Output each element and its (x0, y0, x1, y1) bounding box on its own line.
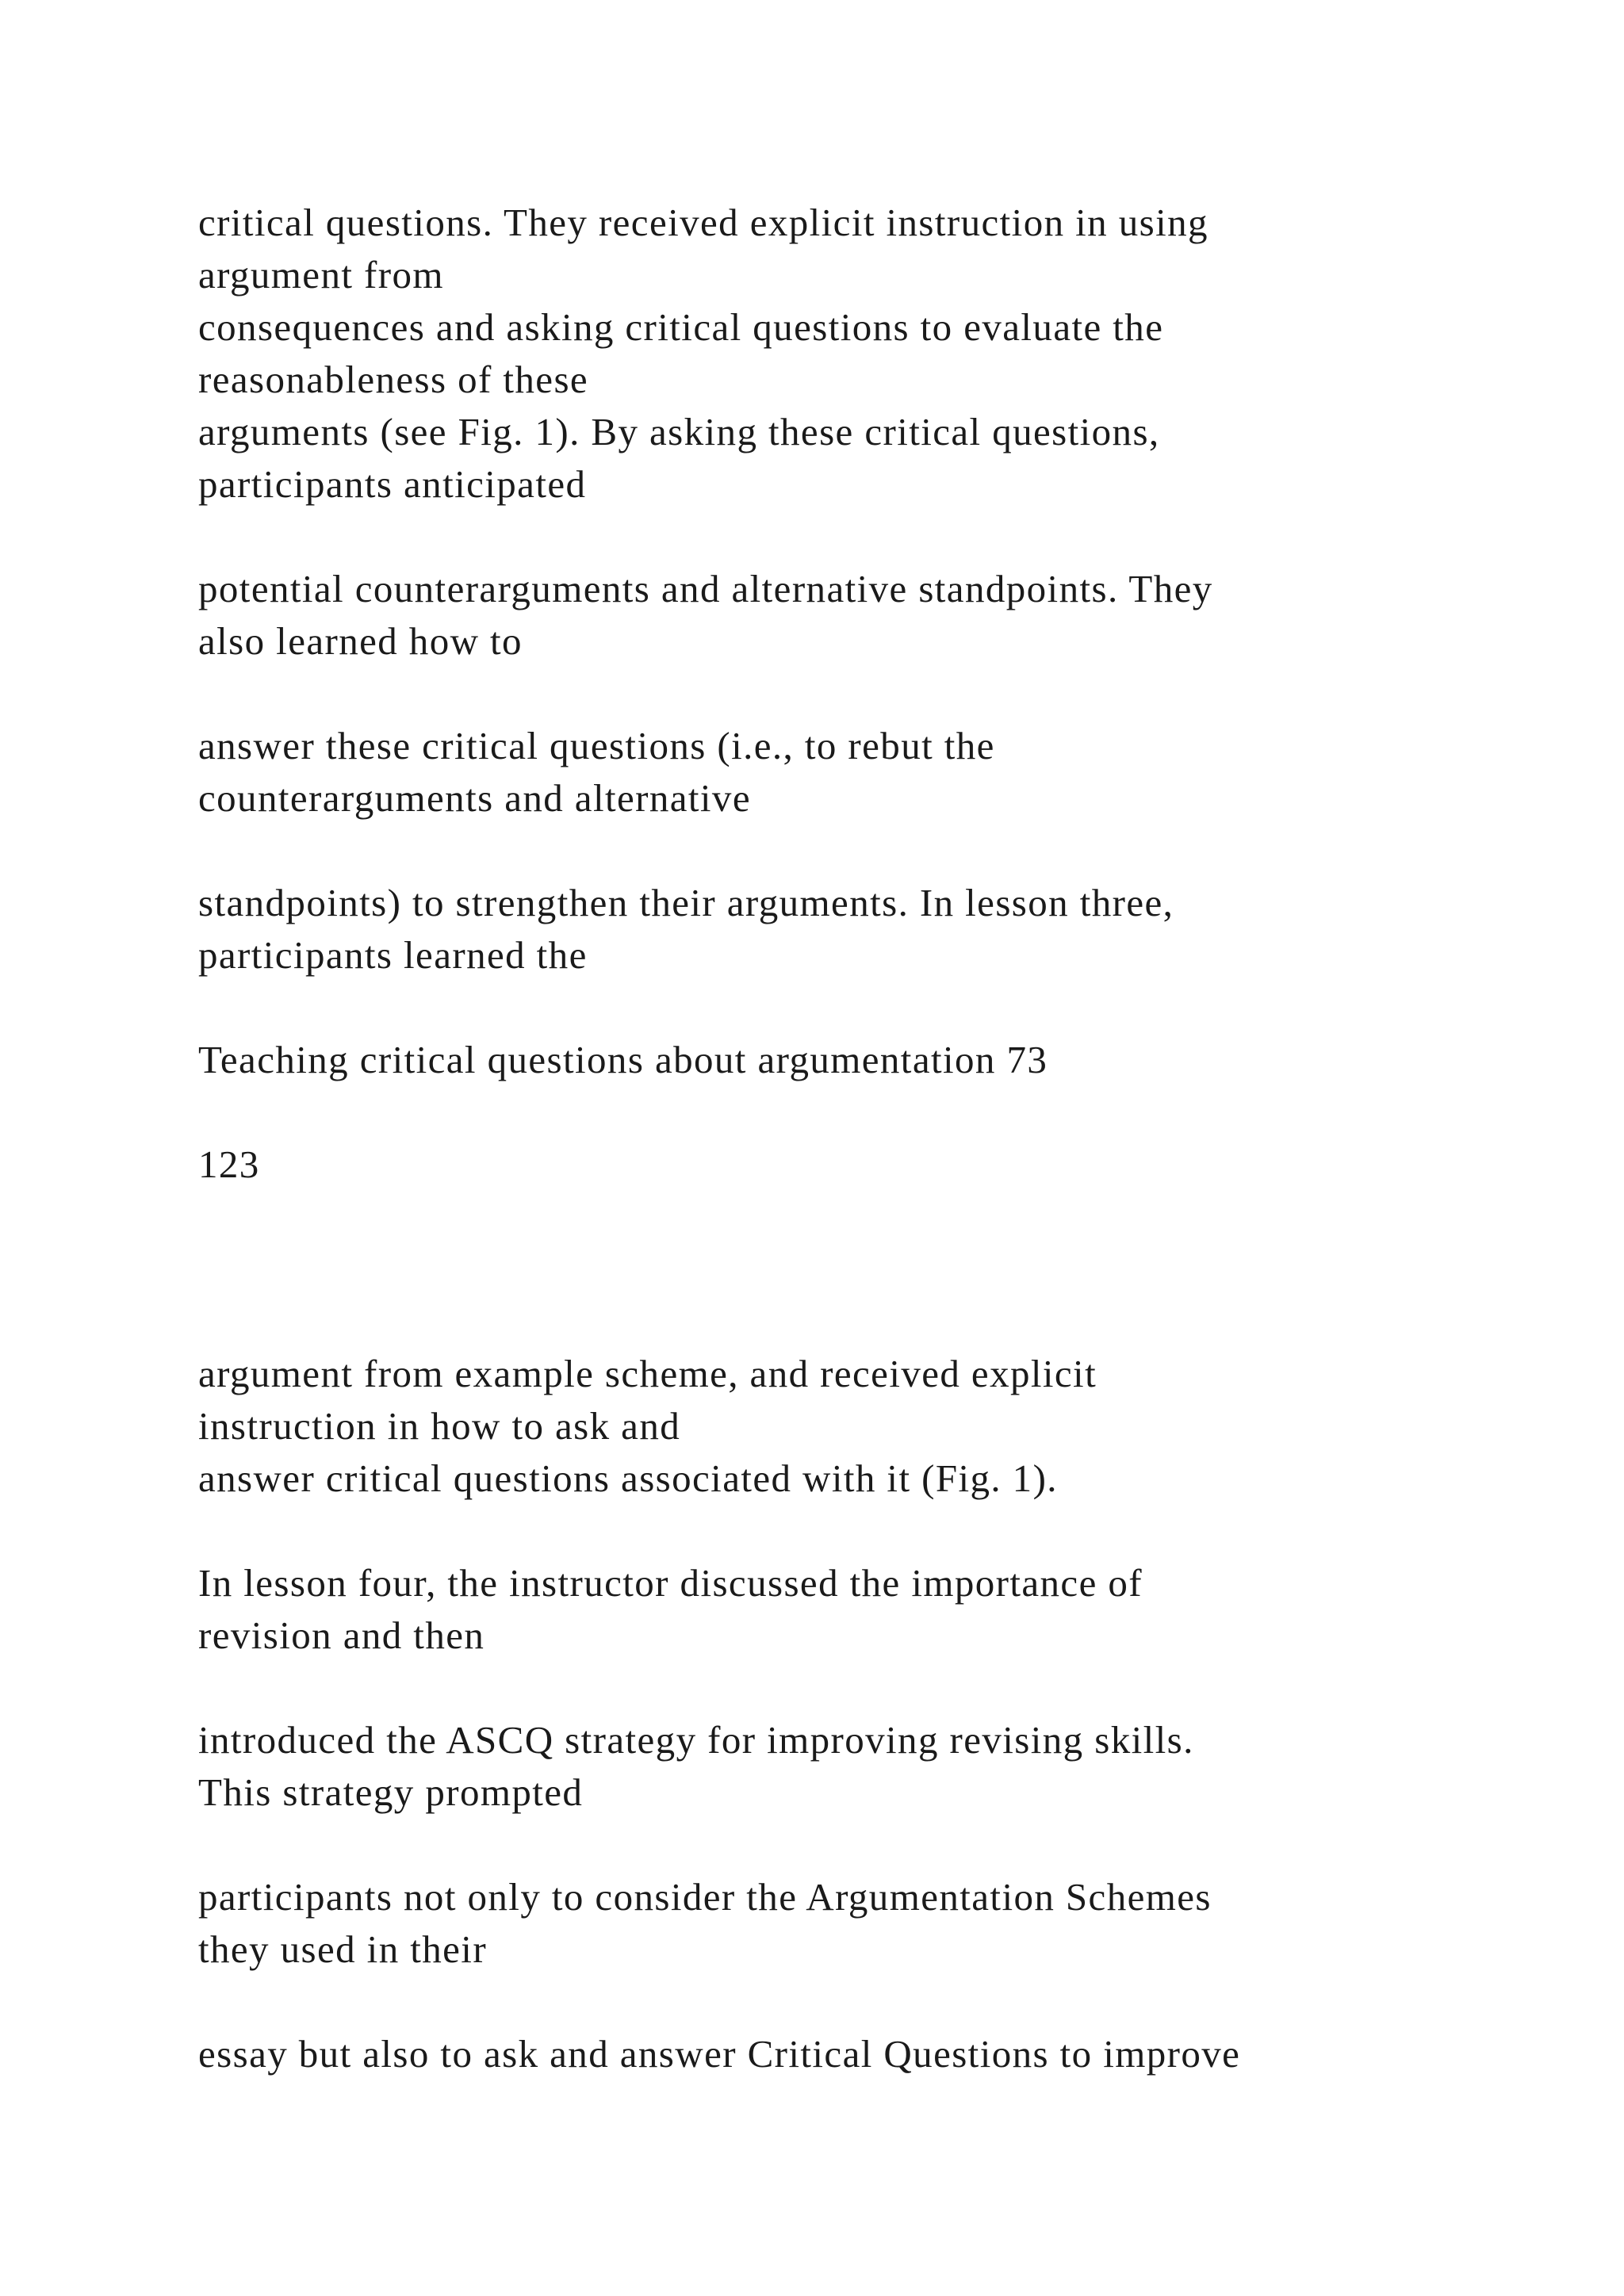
text-line: essay but also to ask and answer Critical Questions to improve (198, 2032, 1241, 2076)
text-line: introduced the ASCQ strategy for improving revising skills. (198, 1718, 1194, 1762)
text-line: answer critical questions associated with it (Fig. 1). (198, 1456, 1058, 1500)
text-line: argument from example scheme, and received explicit (198, 1352, 1097, 1395)
text-line: participants anticipated (198, 462, 587, 506)
text-line: arguments (see Fig. 1). By asking these critical questions, (198, 410, 1160, 453)
text-line: revision and then (198, 1613, 485, 1657)
text-line: consequences and asking critical questions to evaluate the (198, 305, 1164, 349)
text-line: potential counterarguments and alternative standpoints. They (198, 567, 1213, 610)
text-line: instruction in how to ask and (198, 1404, 681, 1448)
text-line: In lesson four, the instructor discussed the importance of (198, 1561, 1143, 1605)
text-line: they used in their (198, 1927, 488, 1971)
text-line: participants learned the (198, 933, 588, 977)
text-line: standpoints) to strengthen their arguments. In lesson three, (198, 881, 1174, 924)
running-header: Teaching critical questions about argumentation 73 (198, 1038, 1048, 1081)
text-line: argument from (198, 253, 444, 297)
page-number: 123 (198, 1142, 260, 1186)
text-line: critical questions. They received explicit instruction in using (198, 201, 1208, 244)
text-line: answer these critical questions (i.e., to rebut the (198, 724, 995, 767)
text-line: This strategy prompted (198, 1770, 584, 1814)
text-line: also learned how to (198, 619, 523, 663)
text-line: reasonableness of these (198, 358, 589, 401)
text-line: counterarguments and alternative (198, 776, 751, 820)
text-line: participants not only to consider the Argumentation Schemes (198, 1875, 1212, 1919)
